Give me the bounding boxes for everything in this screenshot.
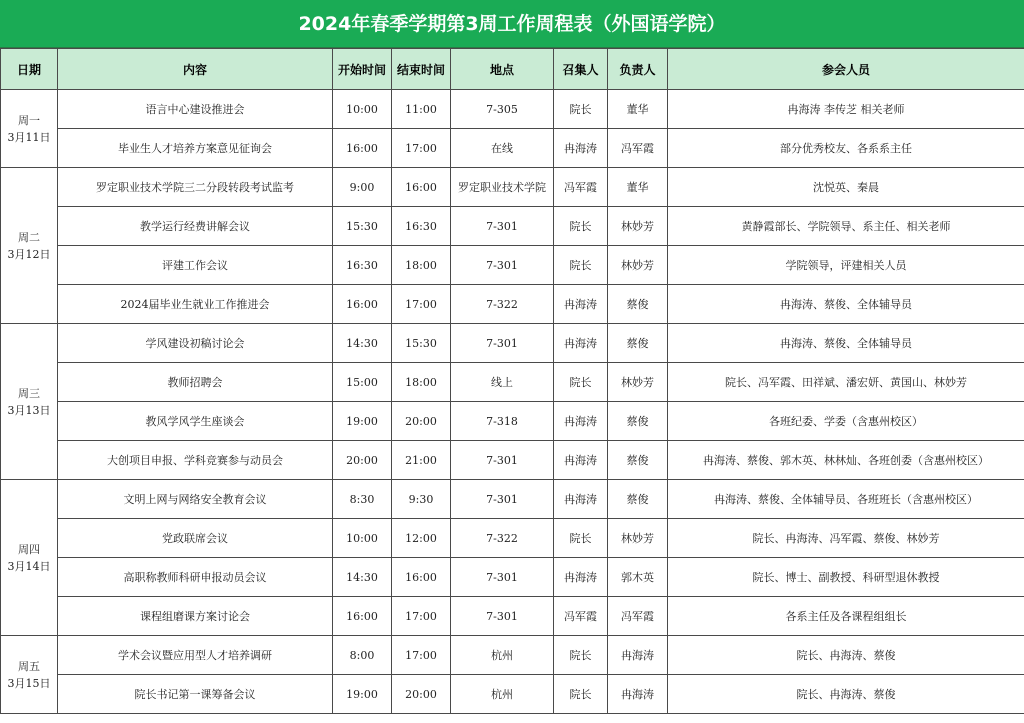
attendees: 冉海涛、蔡俊、全体辅导员: [668, 285, 1024, 324]
day-cell-fri: [1, 636, 58, 714]
table-row: [1, 207, 1024, 246]
convener: 冉海涛: [554, 402, 608, 441]
convener: 院长: [554, 636, 608, 675]
owner: 冉海涛: [608, 636, 668, 675]
event-content: 教师招聘会: [58, 363, 333, 402]
place: 7-305: [451, 90, 554, 129]
page-title: 2024年春季学期第3周工作周程表（外国语学院）: [0, 0, 1024, 48]
convener: 冉海涛: [554, 129, 608, 168]
header-owner: 负责人: [608, 49, 668, 90]
table-row: [1, 246, 1024, 285]
table-row: [1, 402, 1024, 441]
day-date: 3月11日: [7, 130, 51, 144]
place: 罗定职业技术学院: [451, 168, 554, 207]
start-time: 14:30: [333, 324, 392, 363]
end-time: 20:00: [392, 675, 451, 714]
place: 7-301: [451, 597, 554, 636]
event-content: 文明上网与网络安全教育会议: [58, 480, 333, 519]
event-content: 毕业生人才培养方案意见征询会: [58, 129, 333, 168]
end-time: 18:00: [392, 246, 451, 285]
table-row: [1, 597, 1024, 636]
event-content: 语言中心建设推进会: [58, 90, 333, 129]
end-time: 15:30: [392, 324, 451, 363]
event-content: 罗定职业技术学院三二分段转段考试监考: [58, 168, 333, 207]
end-time: 17:00: [392, 597, 451, 636]
convener: 院长: [554, 207, 608, 246]
attendees: 学院领导，评建相关人员: [668, 246, 1024, 285]
convener: 冉海涛: [554, 441, 608, 480]
start-time: 9:00: [333, 168, 392, 207]
start-time: 19:00: [333, 675, 392, 714]
header-date: 日期: [1, 49, 58, 90]
start-time: 15:00: [333, 363, 392, 402]
day-cell-tue: [1, 168, 58, 324]
attendees: 冉海涛、蔡俊、全体辅导员: [668, 324, 1024, 363]
table-row: [1, 285, 1024, 324]
owner: 董华: [608, 168, 668, 207]
attendees: 院长、冉海涛、蔡俊: [668, 636, 1024, 675]
place: 7-301: [451, 246, 554, 285]
schedule-table: [0, 48, 1024, 714]
owner: 林妙芳: [608, 363, 668, 402]
table-row: [1, 363, 1024, 402]
day-name: 周一: [18, 113, 40, 127]
owner: 冯军霞: [608, 597, 668, 636]
owner: 郭木英: [608, 558, 668, 597]
convener: 冉海涛: [554, 285, 608, 324]
attendees: 院长、冉海涛、冯军霞、蔡俊、林妙芳: [668, 519, 1024, 558]
end-time: 21:00: [392, 441, 451, 480]
place: 7-301: [451, 324, 554, 363]
end-time: 16:00: [392, 168, 451, 207]
table-row: [1, 480, 1024, 519]
attendees: 冉海涛、蔡俊、郭木英、林林灿、各班创委（含惠州校区）: [668, 441, 1024, 480]
convener: 冯军霞: [554, 597, 608, 636]
place: 7-301: [451, 558, 554, 597]
end-time: 9:30: [392, 480, 451, 519]
event-content: 大创项目申报、学科竞赛参与动员会: [58, 441, 333, 480]
event-content: 党政联席会议: [58, 519, 333, 558]
attendees: 院长、冉海涛、蔡俊: [668, 675, 1024, 714]
table-row: [1, 519, 1024, 558]
table-row: [1, 129, 1024, 168]
convener: 冉海涛: [554, 558, 608, 597]
place: 7-301: [451, 480, 554, 519]
place: 在线: [451, 129, 554, 168]
owner: 蔡俊: [608, 480, 668, 519]
table-row: [1, 675, 1024, 714]
day-date: 3月12日: [7, 247, 51, 261]
event-content: 院长书记第一课筹备会议: [58, 675, 333, 714]
day-date: 3月15日: [7, 676, 51, 690]
attendees: 冉海涛 李传芝 相关老师: [668, 90, 1024, 129]
start-time: 20:00: [333, 441, 392, 480]
start-time: 16:00: [333, 285, 392, 324]
end-time: 11:00: [392, 90, 451, 129]
start-time: 8:30: [333, 480, 392, 519]
table-row: [1, 441, 1024, 480]
owner: 冉海涛: [608, 675, 668, 714]
convener: 冉海涛: [554, 480, 608, 519]
end-time: 12:00: [392, 519, 451, 558]
attendees: 院长、冯军霞、田祥斌、潘宏妍、黄国山、林妙芳: [668, 363, 1024, 402]
place: 7-301: [451, 207, 554, 246]
place: 7-322: [451, 285, 554, 324]
end-time: 20:00: [392, 402, 451, 441]
end-time: 16:00: [392, 558, 451, 597]
day-name: 周二: [18, 230, 40, 244]
event-content: 教风学风学生座谈会: [58, 402, 333, 441]
day-name: 周三: [18, 386, 40, 400]
end-time: 17:00: [392, 129, 451, 168]
owner: 蔡俊: [608, 285, 668, 324]
start-time: 14:30: [333, 558, 392, 597]
header-attendees: 参会人员: [668, 49, 1024, 90]
convener: 冯军霞: [554, 168, 608, 207]
convener: 院长: [554, 90, 608, 129]
convener: 院长: [554, 519, 608, 558]
end-time: 17:00: [392, 636, 451, 675]
place: 杭州: [451, 675, 554, 714]
day-name: 周五: [18, 659, 40, 673]
attendees: 部分优秀校友、各系系主任: [668, 129, 1024, 168]
attendees: 院长、博士、副教授、科研型退休教授: [668, 558, 1024, 597]
event-content: 2024届毕业生就业工作推进会: [58, 285, 333, 324]
start-time: 16:30: [333, 246, 392, 285]
table-row: [1, 324, 1024, 363]
header-convener: 召集人: [554, 49, 608, 90]
day-date: 3月13日: [7, 403, 51, 417]
header-content: 内容: [58, 49, 333, 90]
owner: 林妙芳: [608, 246, 668, 285]
event-content: 高职称教师科研申报动员会议: [58, 558, 333, 597]
table-row: [1, 168, 1024, 207]
owner: 蔡俊: [608, 441, 668, 480]
place: 7-301: [451, 441, 554, 480]
owner: 冯军霞: [608, 129, 668, 168]
attendees: 冉海涛、蔡俊、全体辅导员、各班班长（含惠州校区）: [668, 480, 1024, 519]
event-content: 教学运行经费讲解会议: [58, 207, 333, 246]
start-time: 10:00: [333, 90, 392, 129]
end-time: 18:00: [392, 363, 451, 402]
convener: 院长: [554, 675, 608, 714]
start-time: 15:30: [333, 207, 392, 246]
event-content: 评建工作会议: [58, 246, 333, 285]
convener: 院长: [554, 363, 608, 402]
attendees: 黄静霞部长、学院领导、系主任、相关老师: [668, 207, 1024, 246]
place: 杭州: [451, 636, 554, 675]
day-cell-thu: [1, 480, 58, 636]
start-time: 16:00: [333, 597, 392, 636]
start-time: 10:00: [333, 519, 392, 558]
end-time: 16:30: [392, 207, 451, 246]
place: 7-322: [451, 519, 554, 558]
header-place: 地点: [451, 49, 554, 90]
owner: 蔡俊: [608, 324, 668, 363]
table-row: [1, 558, 1024, 597]
owner: 林妙芳: [608, 519, 668, 558]
attendees: 沈悦英、秦晨: [668, 168, 1024, 207]
day-date: 3月14日: [7, 559, 51, 573]
day-name: 周四: [18, 542, 40, 556]
place: 7-318: [451, 402, 554, 441]
table-row: [1, 636, 1024, 675]
table-row: [1, 90, 1024, 129]
attendees: 各系主任及各课程组组长: [668, 597, 1024, 636]
convener: 院长: [554, 246, 608, 285]
attendees: 各班纪委、学委（含惠州校区）: [668, 402, 1024, 441]
owner: 董华: [608, 90, 668, 129]
start-time: 8:00: [333, 636, 392, 675]
owner: 林妙芳: [608, 207, 668, 246]
owner: 蔡俊: [608, 402, 668, 441]
convener: 冉海涛: [554, 324, 608, 363]
end-time: 17:00: [392, 285, 451, 324]
header-start-time: 开始时间: [333, 49, 392, 90]
header-end-time: 结束时间: [392, 49, 451, 90]
start-time: 16:00: [333, 129, 392, 168]
day-cell-wed: [1, 324, 58, 480]
start-time: 19:00: [333, 402, 392, 441]
place: 线上: [451, 363, 554, 402]
event-content: 课程组磨课方案讨论会: [58, 597, 333, 636]
event-content: 学风建设初稿讨论会: [58, 324, 333, 363]
event-content: 学术会议暨应用型人才培养调研: [58, 636, 333, 675]
day-cell-mon: [1, 90, 58, 168]
header-row: [1, 49, 1024, 90]
